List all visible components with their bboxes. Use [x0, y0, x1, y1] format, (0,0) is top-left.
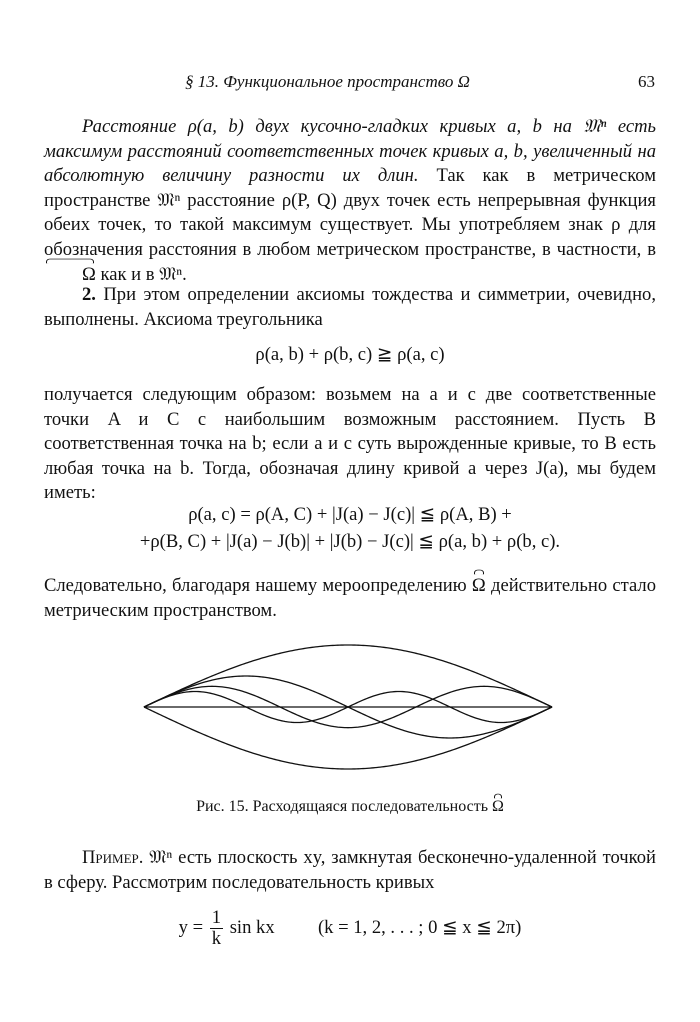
formula3-condition: (k = 1, 2, . . . ; 0 ≦ x ≦ 2π) [317, 916, 522, 938]
paragraph-axioms [44, 283, 656, 332]
triangle-inequality-formula: ρ(a, b) + ρ(b, c) ≧ ρ(a, c) [255, 344, 445, 365]
axioms-text: При этом определении аксиомы тождества и симметрии, очевидно, выполнены. Аксиома треугольника [44, 284, 656, 330]
sine-sequence-formula [44, 908, 656, 949]
page-number: 63 [638, 72, 655, 91]
running-header [0, 72, 700, 98]
paragraph-example [44, 846, 656, 895]
caption-text: Рис. 15. Расходящаяся последовательность [196, 798, 493, 815]
formula3-frac-den: k [211, 928, 222, 949]
omega-hat-symbol: Ω [44, 263, 96, 288]
formula3-frac-num: 1 [211, 907, 222, 928]
paragraph-conclusion [44, 574, 656, 623]
formula3-rhs: sin kx [229, 916, 275, 938]
definition-italic: Расстояние ρ(a, b) двух кусочно-гладких кривых a, b на 𝔐ⁿ есть максимум расстояний соответственных точек кривых a, b, увеличенный на абсолютную величину разности их длин. [44, 116, 656, 187]
figure-caption [0, 798, 700, 816]
paragraph-proof [44, 383, 656, 506]
conclusion-text-a: Следовательно, благодаря нашему мероопределению [44, 575, 472, 596]
definition-text-a: Так как в метрическом пространстве 𝔐ⁿ расстояние ρ(P, Q) двух точек есть непрерывная функция обеих точек, то такой максимум существует. Мы употребляем знак ρ для обозначения расстояния в любом метрическом пространстве, в частности, в [44, 165, 656, 260]
figure-diverging-sequence [140, 640, 560, 784]
proof-text: получается следующим образом: возьмем на a и c две соответственные точки A и C с наибольшим возможным расстоянием. Пусть B соответственная точка на b; если a и c суть вырожденные кривые, то B есть любая точка на b. Тогда, обозначая длину кривой a через J(a), мы будем иметь: [44, 384, 656, 504]
example-label: Пример. [82, 847, 144, 868]
formula3-fraction [210, 908, 223, 949]
paragraph-distance-definition [44, 115, 656, 287]
proof-formula-line1: ρ(a, c) = ρ(A, C) + |J(a) − J(c)| ≦ ρ(A, B) + [188, 504, 512, 525]
sine-curve-k1-mirror [144, 707, 552, 769]
header-title: § 13. Функциональное пространство Ω [185, 72, 470, 91]
omega-hat-symbol-2: Ω [472, 574, 486, 599]
definition-text-b: как и в 𝔐ⁿ. [95, 263, 187, 285]
section-number: 2. [82, 284, 96, 305]
caption-omega-hat: Ω [492, 798, 504, 815]
proof-formula-line2: +ρ(B, C) + |J(a) − J(b)| + |J(b) − J(c)| ≦ ρ(a, b) + ρ(b, c). [139, 531, 561, 552]
formula3-lhs: y = [178, 916, 204, 938]
sine-curve-k1 [144, 645, 552, 707]
example-text: 𝔐ⁿ есть плоскость xy, замкнутая бесконечно-удаленной точкой в сферу. Рассмотрим последовательность кривых [44, 847, 656, 893]
conclusion-text-b: действительно стало метрическим пространством. [44, 575, 656, 621]
